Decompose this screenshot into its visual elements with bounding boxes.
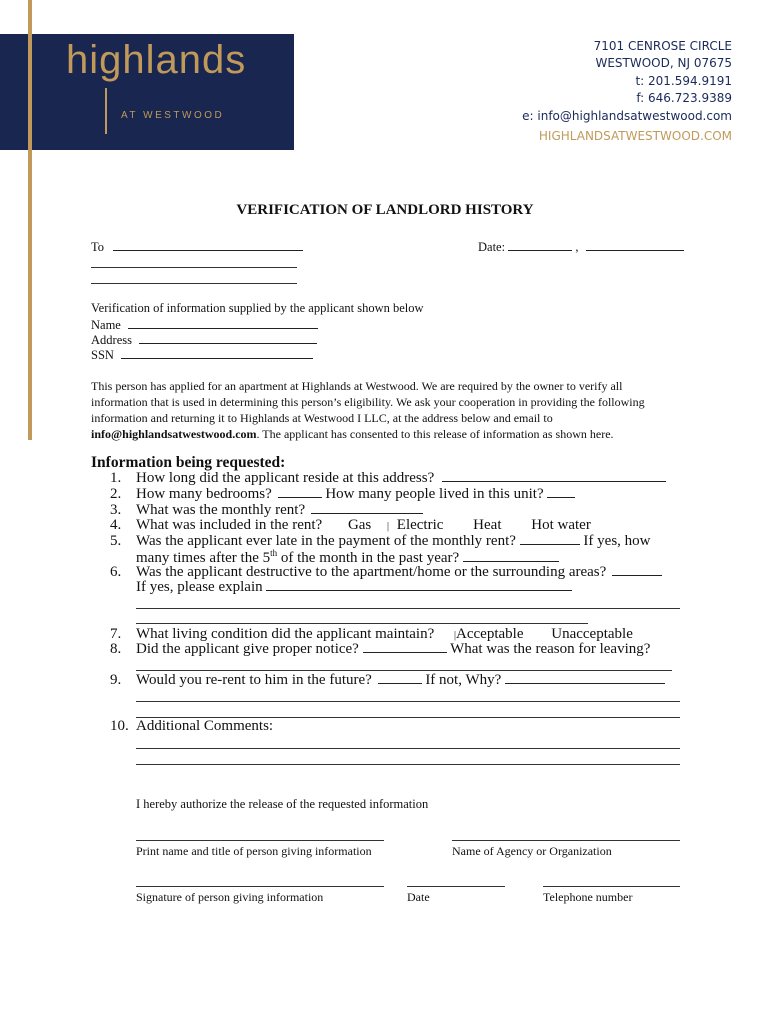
question-4 bbox=[110, 517, 591, 534]
question-8 bbox=[110, 641, 650, 658]
q6-explain-answer[interactable] bbox=[266, 579, 572, 591]
q9-text2: If not, Why? bbox=[425, 672, 502, 688]
q6-number: 6. bbox=[110, 564, 122, 580]
agency-label: Name of Agency or Organization bbox=[452, 844, 612, 858]
date-sign-label: Date bbox=[407, 890, 430, 904]
q2-number: 2. bbox=[110, 486, 122, 502]
q6-extra-line-1[interactable] bbox=[136, 608, 680, 609]
address-line-2: WESTWOOD, NJ 07675 bbox=[595, 56, 732, 71]
option-separator-2: | bbox=[454, 630, 457, 641]
q2-people-answer[interactable] bbox=[547, 486, 575, 498]
q5-number: 5. bbox=[110, 533, 122, 549]
q1-answer[interactable] bbox=[442, 470, 666, 482]
q2-bedrooms-answer[interactable] bbox=[278, 486, 322, 498]
address-line-1: 7101 CENROSE CIRCLE bbox=[593, 39, 732, 53]
q8-answer[interactable] bbox=[363, 641, 447, 653]
q1-number: 1. bbox=[110, 470, 122, 486]
option-acceptable[interactable]: Acceptable bbox=[456, 626, 524, 642]
question-2 bbox=[110, 486, 575, 503]
paragraph-tail: . The applicant has consented to this release of information as shown here. bbox=[256, 427, 614, 441]
date-label: Date: bbox=[478, 240, 506, 254]
q8-text2: What was the reason for leaving? bbox=[450, 641, 651, 657]
q5-line2b: of the month in the past year? bbox=[277, 550, 460, 566]
date-row: Date: , bbox=[478, 239, 684, 255]
q7-number: 7. bbox=[110, 626, 122, 642]
print-name-line[interactable] bbox=[136, 840, 384, 841]
fax-number: f: 646.723.9389 bbox=[636, 91, 732, 106]
paragraph-text: This person has applied for an apartment at Highlands at Westwood. We are required by the owner to verify all information that is used in determining this person’s eligibility. We ask your cooperation in providing the following information and returning it to Highlands at Westwood I LLC, at the address below and email to bbox=[91, 379, 645, 425]
authorize-statement: I hereby authorize the release of the requested information bbox=[136, 797, 429, 811]
q8-reason-line[interactable] bbox=[136, 670, 672, 671]
email-address[interactable]: e: info@highlandsatwestwood.com bbox=[522, 108, 732, 123]
q5-text2: If yes, how bbox=[583, 533, 651, 549]
agency-line[interactable] bbox=[452, 840, 680, 841]
option-hot-water[interactable]: Hot water bbox=[531, 517, 591, 533]
to-line-2[interactable] bbox=[91, 267, 297, 268]
date-field-1[interactable] bbox=[508, 239, 572, 251]
q3-number: 3. bbox=[110, 502, 122, 518]
ssn-row bbox=[91, 347, 313, 363]
verification-intro: Verification of information supplied by the applicant shown below bbox=[91, 301, 424, 315]
to-label: To bbox=[91, 240, 105, 254]
ssn-label: SSN bbox=[91, 348, 114, 362]
q4-text: What was included in the rent? bbox=[136, 517, 323, 533]
logo-stem bbox=[105, 88, 107, 134]
q9-answer[interactable] bbox=[378, 672, 422, 684]
question-9 bbox=[110, 672, 665, 689]
q5-text: Was the applicant ever late in the payment of the monthly rent? bbox=[136, 533, 516, 549]
question-6-line-2 bbox=[136, 579, 572, 596]
q5-line2a: many times after the 5 bbox=[136, 550, 271, 566]
question-1 bbox=[110, 470, 666, 487]
q3-answer[interactable] bbox=[311, 502, 423, 514]
to-line-3[interactable] bbox=[91, 283, 297, 284]
q5-late-answer[interactable] bbox=[520, 533, 580, 545]
option-gas[interactable]: Gas bbox=[347, 517, 372, 533]
q8-number: 8. bbox=[110, 641, 122, 657]
name-field[interactable] bbox=[128, 317, 318, 329]
option-unacceptable[interactable]: Unacceptable bbox=[551, 626, 633, 642]
to-row bbox=[91, 239, 303, 255]
telephone-label: Telephone number bbox=[543, 890, 633, 904]
to-field[interactable] bbox=[113, 239, 303, 251]
question-10 bbox=[110, 718, 273, 735]
ssn-field[interactable] bbox=[121, 347, 313, 359]
option-electric[interactable]: Electric bbox=[396, 517, 444, 533]
phone-number: t: 201.594.9191 bbox=[635, 73, 732, 88]
name-row bbox=[91, 317, 318, 333]
paragraph-email: info@highlandsatwestwood.com bbox=[91, 427, 257, 441]
option-heat[interactable]: Heat bbox=[473, 517, 502, 533]
requested-heading: Information being requested: bbox=[91, 454, 286, 471]
date-field-2[interactable] bbox=[586, 239, 684, 251]
signature-label: Signature of person giving information bbox=[136, 890, 324, 904]
q6-answer[interactable] bbox=[612, 564, 662, 576]
q9-text: Would you re-rent to him in the future? bbox=[136, 672, 372, 688]
q9-number: 9. bbox=[110, 672, 122, 688]
q7-text: What living condition did the applicant maintain? bbox=[136, 626, 435, 642]
q1-text: How long did the applicant reside at this address? bbox=[136, 470, 435, 486]
form-title: VERIFICATION OF LANDLORD HISTORY bbox=[236, 202, 534, 218]
comments-line-1[interactable] bbox=[136, 748, 680, 749]
telephone-line[interactable] bbox=[543, 886, 680, 887]
name-label: Name bbox=[91, 318, 121, 332]
signature-line[interactable] bbox=[136, 886, 384, 887]
q9-extra-line-1[interactable] bbox=[136, 701, 680, 702]
consent-paragraph bbox=[91, 378, 681, 442]
q10-text: Additional Comments: bbox=[136, 718, 274, 734]
q10-number: 10. bbox=[110, 718, 129, 734]
q5-sup: th bbox=[270, 548, 278, 558]
q3-text: What was the monthly rent? bbox=[136, 502, 306, 518]
logo-subtitle: AT WESTWOOD bbox=[121, 110, 225, 121]
address-label: Address bbox=[91, 333, 132, 347]
q6-explain-label: If yes, please explain bbox=[136, 579, 263, 595]
contact-block bbox=[522, 38, 732, 145]
date-sign-line[interactable] bbox=[407, 886, 505, 887]
gold-accent-bar bbox=[28, 0, 32, 440]
option-separator: | bbox=[387, 521, 390, 532]
logo-wordmark: highlands bbox=[66, 38, 247, 82]
address-row bbox=[91, 332, 317, 348]
q6-extra-line-2[interactable] bbox=[136, 623, 588, 624]
website-link[interactable]: HIGHLANDSATWESTWOOD.COM bbox=[538, 129, 732, 144]
q5-times-answer[interactable] bbox=[463, 550, 559, 562]
comments-line-2[interactable] bbox=[136, 764, 680, 765]
address-field[interactable] bbox=[139, 332, 317, 344]
q4-number: 4. bbox=[110, 517, 122, 533]
q2-text2: How many people lived in this unit? bbox=[325, 486, 544, 502]
q9-why-answer[interactable] bbox=[505, 672, 665, 684]
q6-text: Was the applicant destructive to the apartment/home or the surrounding areas? bbox=[136, 564, 607, 580]
print-name-label: Print name and title of person giving information bbox=[136, 844, 372, 858]
q2-text: How many bedrooms? bbox=[136, 486, 272, 502]
q8-text: Did the applicant give proper notice? bbox=[136, 641, 359, 657]
